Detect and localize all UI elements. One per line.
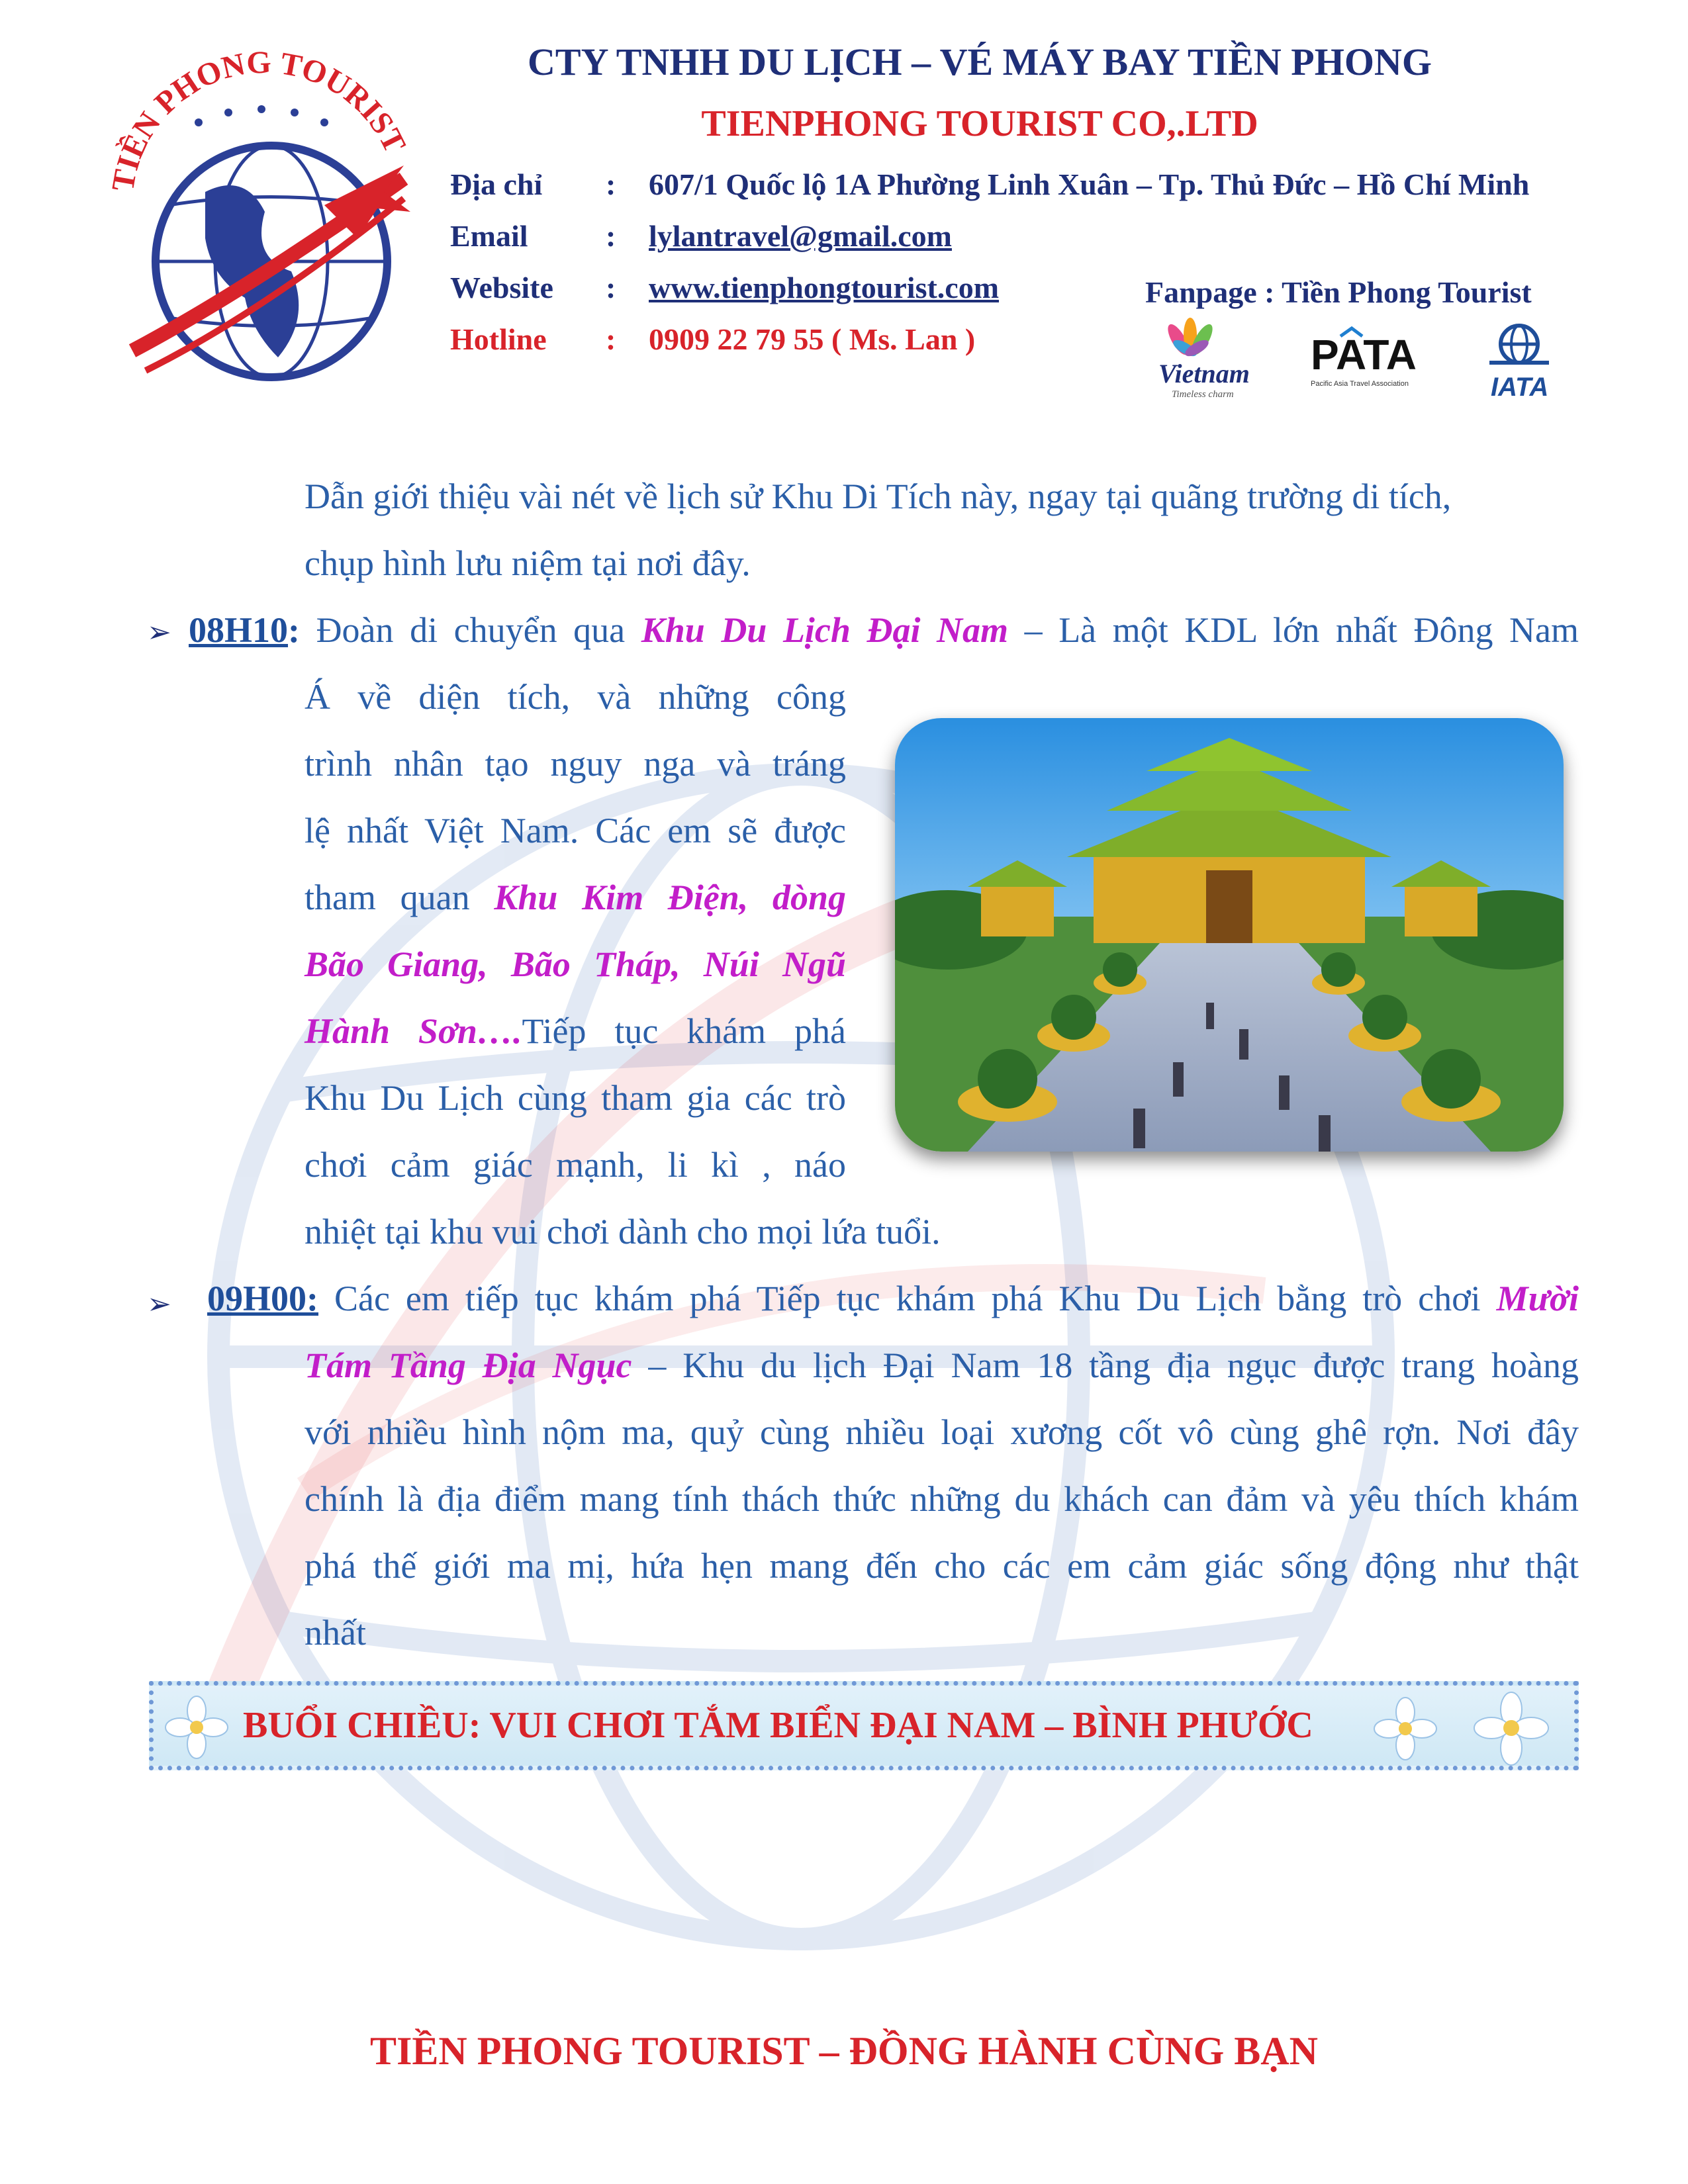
item1-line: lệ nhất Việt Nam. Các em sẽ được [305,811,846,850]
item2-line: chính là địa điểm mang tính thách thức những du khách can đảm và yêu thích khám [305,1479,1579,1519]
item1-line4-text: tham quan [305,878,494,917]
flower-icon [160,1691,233,1764]
arrow-bullet-icon: ➢ [147,616,171,649]
svg-text:PATA: PATA [1311,331,1417,379]
item1-last-line: nhiệt tại khu vui chơi dành cho mọi lứa tuổi. [305,1212,941,1251]
intro-line-2 [305,530,1579,597]
svg-text:TIỀN PHONG TOURIST: TIỀN PHONG TOURIST [105,44,413,195]
dai-nam-temple-photo [895,718,1564,1152]
iata-logo [1476,316,1562,402]
item1-highlight-a: Khu Du Lịch Đại Nam [641,610,1009,650]
item1-line-5 [305,931,846,998]
item1-line: Khu Du Lịch cùng tham gia các trò [305,1078,846,1118]
arrow-bullet-icon: ➢ [147,1288,171,1320]
website-label: Website [450,271,553,304]
pata-logo [1304,316,1436,402]
item2-last-line: nhất [305,1613,366,1653]
company-name-vi: CTY TNHH DU LỊCH – VÉ MÁY BAY TIỀN PHONG [528,40,1432,83]
item2-line-2 [305,1332,1579,1399]
item1-line: trình nhân tạo nguy nga và tráng [305,744,846,784]
item1-line6-text: Tiếp tục khám phá [522,1011,847,1051]
svg-text:IATA: IATA [1491,373,1549,402]
footer-slogan: TIỀN PHONG TOURIST – ĐỒNG HÀNH CÙNG BẠN [370,2029,1318,2073]
separator: : [606,219,616,253]
item1-line-6 [305,998,846,1065]
vietnam-tourism-logo [1145,316,1278,402]
partner-logos [1145,316,1609,402]
address-value: 607/1 Quốc lộ 1A Phường Linh Xuân – Tp. Thủ Đức – Hồ Chí Minh [649,167,1530,201]
separator: : [606,167,616,201]
company-logo [93,40,437,397]
item2-line2-text: – Khu du lịch Đại Nam 18 tầng địa ngục được trang hoàng [632,1345,1579,1385]
item1-colon: : [288,610,300,650]
hotline-label: Hotline [450,322,547,356]
address-label: Địa chỉ [450,167,543,201]
item1-line: Á về diện tích, và những công [305,677,846,717]
flower-icon [1369,1692,1442,1765]
fanpage-label: Fanpage : Tiền Phong Tourist [1145,275,1532,309]
item1-line: chơi cảm giác mạnh, li kì , náo [305,1145,846,1185]
item2-text-a: Các em tiếp tục khám phá Tiếp tục khám phá Khu Du Lịch bằng trò chơi [318,1279,1497,1318]
flower-icon [1462,1690,1561,1766]
website-link[interactable]: www.tienphongtourist.com [649,271,1000,304]
intro-line-2-text: chụp hình lưu niệm tại nơi đây. [305,543,751,583]
item1-text-b: – Là một KDL lớn nhất Đông Nam [1008,610,1579,650]
item1-first-line [189,597,1579,664]
item2-time: 09H00: [207,1279,318,1318]
banner-title: BUỔI CHIỀU: VUI CHƠI TẮM BIỂN ĐẠI NAM – BÌNH PHƯỚC [243,1705,1313,1746]
separator: : [606,271,616,304]
item1-line5-highlight: Bão Giang, Bão Tháp, Núi Ngũ [305,944,846,984]
intro-line-1-text: Dẫn giới thiệu vài nét về lịch sử Khu Di Tích này, ngay tại quãng trường di tích, [305,477,1452,516]
item1-line4-highlight: Khu Kim Điện, dòng [494,878,846,917]
item2-line2-highlight: Tám Tầng Địa Ngục [305,1345,632,1385]
item2-line: với nhiều hình nộm ma, quỷ cùng nhiều loại xương cốt vô cùng ghê rợn. Nơi đây [305,1412,1579,1452]
intro-line-1 [305,463,1579,530]
email-label: Email [450,219,528,253]
svg-text:Pacific Asia Travel Associatio: Pacific Asia Travel Association [1311,380,1409,388]
item1-line-4 [305,864,846,931]
email-link[interactable]: lylantravel@gmail.com [649,219,952,253]
afternoon-banner [149,1681,1579,1770]
item2-line: phá thế giới ma mị, hứa hẹn mang đến cho các em cảm giác sống động như thật [305,1546,1579,1586]
item2-first-line [207,1265,1579,1332]
item1-line6-highlight: Hành Sơn…. [305,1011,522,1051]
hotline-value: 0909 22 79 55 ( Ms. Lan ) [649,322,976,356]
svg-text:Timeless charm: Timeless charm [1172,389,1234,400]
company-name-en: TIENPHONG TOURIST CO,.LTD [701,103,1258,144]
separator: : [606,322,616,356]
item1-text-a: Đoàn di chuyển qua [300,610,641,650]
item2-highlight-a: Mười [1496,1279,1579,1318]
item1-time: 08H10 [189,610,289,650]
svg-text:Vietnam: Vietnam [1158,359,1250,388]
